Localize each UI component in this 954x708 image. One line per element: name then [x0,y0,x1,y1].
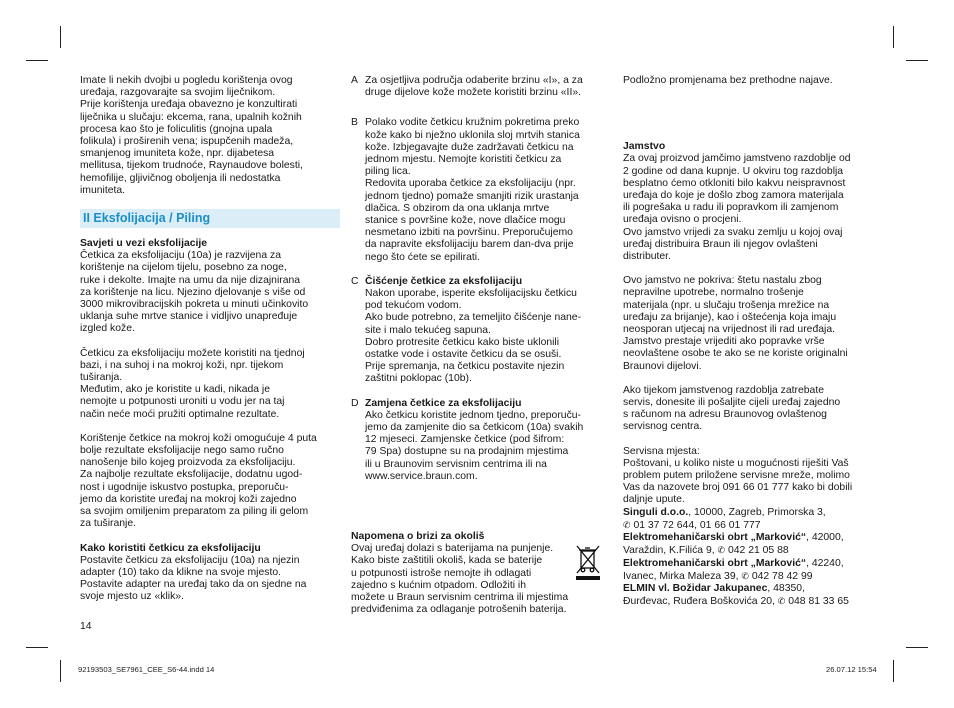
text-line: Međutim, ako je koristite u kadi, nikada je [80,384,271,396]
service-entry-2-address: Varaždin, K.Filića 9, ✆ 042 21 05 88 [623,545,789,557]
section-title: II Eksfolijacija / Piling [80,209,340,228]
text-line: ruke i dekolte. Imajte na umu da nije dizajnirana [80,274,301,286]
column-middle [351,75,607,483]
text-line: 3000 mikrovibracijskih pokreta u minuti učinkovito [80,299,309,311]
text-line: jednom tjedno) pomaže smanjiti rizik urastanja [365,190,579,202]
text-line: mellitusa, tijekom trudnoće, Raynaudove bolesti, [80,160,303,172]
text-line: uređaja, razgovarajte sa svojim liječnikom. [80,87,276,99]
text-line: možete u Braun servisnim centrima ili mjestima [351,592,569,604]
text-line: neovlaštene osobe te ako se ne koriste originalni [623,348,848,360]
text-line: Postavite adapter na uređaj tako da on sjedne na [80,579,307,591]
text-line: Ako tijekom jamstvenog razdoblja zatrebate [623,384,824,396]
text-line: neosporan utjecaj na vrijednost ili rad uređaja. [623,324,835,336]
step-letter: C [351,275,359,287]
text-line: Poštovani, u koliko niste u mogućnosti riješiti Vaš [623,457,849,469]
text-line: Redovita uporaba četkice za eksfolijaciju (npr. [365,178,576,190]
text-line: Četkicu za eksfolijaciju možete koristiti na tjednoj [80,347,305,359]
crossed-out-wheelie-bin-icon [575,543,601,581]
text-line: besplatno ćemo otkloniti bilo kakvu neispravnost [623,177,846,189]
text-line: Ovaj uređaj dolazi s baterijama na punjenje. [351,543,554,555]
step-letter: D [351,397,359,409]
text-line: u potpunosti istroše nemojte ih odlagati [351,567,532,579]
step-text [365,276,607,386]
text-line: hemofilije, gljivičnog oboljenja ili nedostatka [80,172,281,184]
step-heading: Zamjena četkice za eksfolijaciju [365,397,522,409]
environment-note [351,531,607,616]
text-line: Za ovaj proizvod jamčimo jamstveno razdoblje od [623,153,851,165]
step-text [365,75,607,99]
text-line: problem putem priložene servisne mreže, molimo [623,470,850,482]
phone-icon: ✆ [623,519,631,530]
text-line: jemo da zamjenite dio sa četkicom (10a) svakih [365,422,584,434]
text-line: servis, donesite ili pošaljite cijeli uređaj zajedno [623,397,841,409]
text-line: za tuširanje. [80,518,137,530]
warranty-paragraph-1 [623,153,883,263]
text-line: smanjenog imuniteta kože, npr. dijabetesa [80,148,275,160]
advice-heading: Savjeti u vezi eksfolijacije [80,238,208,250]
step-a [351,75,607,99]
text-line: zajedno s kućnim otpadom. Odložiti ih [351,579,526,591]
text-line: liječnika u slučaju: ekcema, rana, upalnih kožnih [80,111,302,123]
text-line: Prije spremanja, na četkicu postavite njezin [365,361,565,373]
notice: Podložno promjenama bez prethodne najave. [623,75,833,86]
advice-paragraph-2 [80,348,340,421]
text-line: sa svojim omiljenim preparatom za piling ili gelom [80,506,309,518]
text-line: ili pogrešaka u radu ili popravkom ili zamjenom [623,202,839,214]
service-entry-1-phone: ✆ 01 37 72 644, 01 66 01 777 [623,519,761,531]
text-line: Jamstvo prestaje vrijediti ako popravke vrše [623,336,825,348]
text-line: 2 godine od dana kupnje. U okviru tog razdoblja [623,165,844,177]
text-line: nemojte u potpunosti uroniti u vodu jer na taj [80,396,285,408]
text-line: materijala (npr. u slučaju trošenja mrežice na [623,299,830,311]
text-line: piling lica. [365,166,411,178]
service-entry-1: Singuli d.o.o., 10000, Zagreb, Primorska 3, [623,506,826,518]
text-line: tuširanja. [80,372,123,384]
text-line: ili u Braunovim servisnim centrima ili na [365,458,547,470]
crop-mark [906,60,928,61]
howto-heading: Kako koristiti četkicu za eksfolijaciju [80,542,261,554]
text-line: jednom mjestu. Nemojte koristiti četkicu za [365,154,562,166]
advice-paragraph-1 [80,250,340,335]
text-line: 79 Spa) dostupne su na prodajnim mjestima [365,446,569,458]
service-entry-3: Elektromehaničarski obrt „Marković“, 42240, [623,557,844,569]
text-line: folikula) i proširenih vena; ispupčenih madeža, [80,136,294,148]
text-line: bolje rezultate eksfolijacije nego samo ručno [80,445,284,457]
text-line: zaštitni poklopac (10b). [365,373,472,385]
text-line: Braunovi dijelovi. [623,360,702,372]
service-entry-4-address: Đurđevac, Ruđera Boškovića 20, ✆ 048 81 33 65 [623,596,849,608]
column-right [623,75,883,608]
text-line: www.service.braun.com. [365,470,478,482]
text-line: Ovo jamstvo ne pokriva: štetu nastalu zbog [623,275,822,287]
text-line: 12 mjeseci. Zamjenske četkice (pod šifrom: [365,434,565,446]
text-line: svoje mjesto uz «klik». [80,591,184,603]
step-text [365,117,607,263]
text-line: korištenje na cijelom tijelu, posebno za noge, [80,262,287,274]
text-line: predviđenima za odlaganje potrošenih baterija. [351,604,567,616]
text-line: daljnje upute. [623,494,685,506]
environment-text [351,543,607,616]
page-number: 14 [80,621,92,632]
text-line: za korištenje na licu. Njezino djelovanje s više od [80,286,306,298]
text-line: Polako vodite četkicu kružnim pokretima preko [365,117,580,129]
step-letter: B [351,117,358,129]
text-line: uklanja suhe mrtve stanice i vidljivo unapređuje [80,311,298,323]
column-left [80,75,340,604]
crop-mark [26,60,48,61]
text-line: Za osjetljiva područja odaberite brzinu «I», a za [365,75,583,86]
crop-mark [893,26,894,48]
text-line: Kako biste zaštitili okoliš, kada se baterije [351,555,543,567]
step-letter: A [351,75,358,86]
text-line: uređaja ovisno o procjeni. [623,214,742,226]
text-line: ostatke vode i ostavite četkicu da se osuši. [365,349,562,361]
text-line: adapter (10) tako da kliknе na svoje mjesto. [80,566,281,578]
intro-paragraph [80,75,340,197]
text-line: Četkica za eksfolijaciju (10a) je razvijena za [80,250,281,262]
step-b [351,117,607,263]
text-line: jemo da koristite uređaj na mokroj koži zajedno [80,493,297,505]
step-d [351,398,607,483]
text-line: pod tekućom vodom. [365,300,462,312]
text-line: Dobro protresite četkicu kako biste uklonili [365,336,560,348]
text-line: nepravilne upotrebe, normalno trošenje [623,287,804,299]
text-line: izgled kože. [80,323,135,335]
text-line: dlačica. S obzirom da ona uklanja mrtve [365,202,550,214]
text-line: servisnog centra. [623,421,703,433]
warranty-paragraph-3 [623,385,883,434]
crop-mark [26,647,48,648]
step-c [351,276,607,386]
text-line: nesmetano izbiti na površinu. Preporučujemo [365,227,573,239]
footer-filename: 92193503_SE7961_CEE_S6-44.indd 14 [78,665,215,674]
text-line: nego što ćete se epilirati. [365,251,480,263]
step-heading: Čišćenje četkice za eksfolijaciju [365,275,523,287]
text-line: stanice s površine kože, nove dlačice mogu [365,215,566,227]
text-line: Ako četkicu koristite jednom tjedno, preporuču- [365,409,582,421]
text-line: s računom na adresu Braunovog ovlaštenog [623,409,827,421]
text-line: način neće moći pružiti optimalne rezultate. [80,408,280,420]
text-line: Ako bude potrebno, za temeljito čišćenje nane- [365,312,582,324]
phone-icon: ✆ [741,570,749,581]
text-line: Ovo jamstvo vrijedi za svaku zemlju u kojoj ovaj [623,226,843,238]
crop-mark [906,647,928,648]
phone-icon: ✆ [777,596,786,607]
howto-paragraph [80,555,340,604]
text-line: druge dijelove kože možete koristiti brzinu «II». [365,87,582,99]
service-heading: Servisna mjesta: [623,445,700,457]
text-line: site i malo tekućeg sapuna. [365,324,491,336]
crop-mark [60,26,61,48]
warranty-heading: Jamstvo [623,141,666,153]
text-line: bazi, i na suhoj i na mokroj koži, npr. tijekom [80,359,284,371]
text-line: uređaja do koje je došlo zbog zamora materijala [623,190,844,202]
text-line: Vas da nazovete broj 091 66 01 777 kako bi dobili [623,482,853,494]
text-line: kože. Izbjegavajte duže zadržavati četkicu na [365,141,574,153]
text-line: nanošenje bilo kojeg proizvoda za eksfolijaciju. [80,457,296,469]
text-line: da napravite eksfolijaciju barem dan-dva prije [365,239,574,251]
crop-mark [60,660,61,682]
service-entry-4: ELMIN vl. Božidar Jakupanec, 48350, [623,582,805,594]
text-line: Za najbolje rezultate eksfolijacije, dodatnu ugod- [80,469,303,481]
environment-heading: Napomena o brizi za okoliš [351,531,485,542]
crop-mark [893,660,894,682]
text-line: Nakon uporabe, isperite eksfolijacijsku četkicu [365,288,577,300]
text-line: kože kako bi nježno uklonila sloj mrtvih stanica [365,129,580,141]
text-line: uređaj distribuira Braun ili njegov ovlašteni [623,238,818,250]
text-line: Postavite četkicu za eksfolijaciju (10a) na njezin [80,554,300,566]
footer-datetime: 26.07.12 15:54 [826,665,877,674]
service-entry-2: Elektromehaničarski obrt „Marković“, 42000, [623,532,844,544]
advice-paragraph-3 [80,433,340,531]
text-line: Imate li nekih dvojbi u pogledu korištenja ovog [80,75,293,86]
service-intro [623,458,883,507]
service-entry-3-address: Ivanec, Mirka Maleza 39, ✆ 042 78 42 99 [623,570,813,582]
step-text [365,398,607,483]
text-line: Prije korištenja uređaja obavezno je konzultirati [80,99,298,111]
text-line: Korištenje četkice na mokroj koži omogućuje 4 puta [80,432,317,444]
text-line: uređaju za brijanje), kao i oštećenja koja imaju [623,311,837,323]
warranty-paragraph-2 [623,275,883,373]
text-line: distributer. [623,251,671,263]
text-line: procesa kao što je foliculitis (gnojna upala [80,123,273,135]
phone-icon: ✆ [717,545,726,556]
text-line: imuniteta. [80,184,126,196]
text-line: nost i ugodnije iskustvo postupka, preporuču- [80,481,289,493]
